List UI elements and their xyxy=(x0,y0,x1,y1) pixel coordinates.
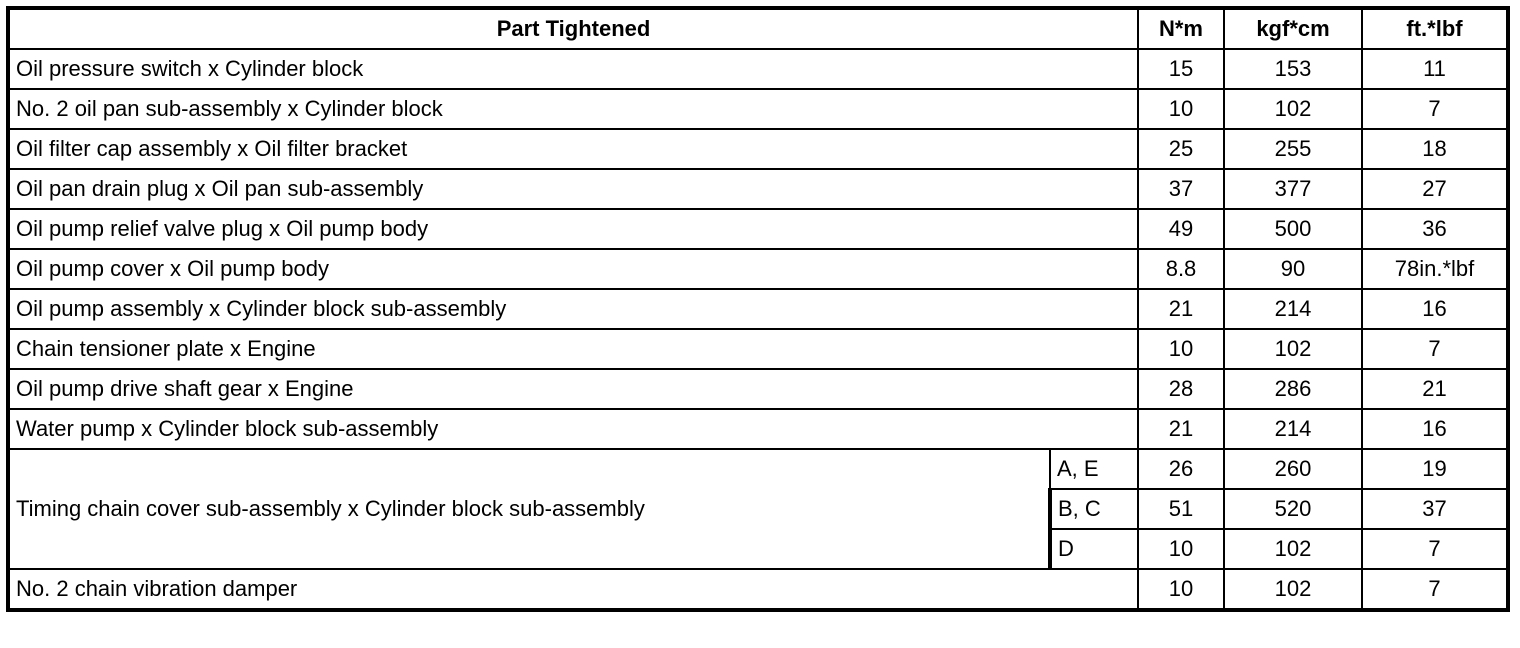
table-row xyxy=(8,129,1508,169)
part-cell: Oil pump cover x Oil pump body xyxy=(8,249,1138,289)
ftlbf-cell: 36 xyxy=(1362,209,1508,249)
part-cell: Chain tensioner plate x Engine xyxy=(8,329,1138,369)
part-cell: Oil pump drive shaft gear x Engine xyxy=(8,369,1138,409)
kgfcm-cell: 102 xyxy=(1224,89,1362,129)
table-row xyxy=(8,369,1508,409)
part-cell: No. 2 chain vibration damper xyxy=(8,569,1138,610)
header-kgfcm: kgf*cm xyxy=(1224,8,1362,49)
part-cell: Oil pump relief valve plug x Oil pump body xyxy=(8,209,1138,249)
part-cell: Oil pump assembly x Cylinder block sub-assembly xyxy=(8,289,1138,329)
nm-cell: 37 xyxy=(1138,169,1224,209)
kgfcm-cell: 214 xyxy=(1224,409,1362,449)
torque-spec-table xyxy=(6,6,1510,612)
table-row xyxy=(8,409,1508,449)
ftlbf-cell: 18 xyxy=(1362,129,1508,169)
table-row xyxy=(8,49,1508,89)
table-row xyxy=(8,169,1508,209)
nm-cell: 21 xyxy=(1138,289,1224,329)
nm-cell: 28 xyxy=(1138,369,1224,409)
ftlbf-cell: 37 xyxy=(1362,489,1508,529)
location-cell: A, E xyxy=(1050,449,1138,489)
ftlbf-cell: 19 xyxy=(1362,449,1508,489)
kgfcm-cell: 500 xyxy=(1224,209,1362,249)
part-cell-timing-chain: Timing chain cover sub-assembly x Cylinder block sub-assembly xyxy=(8,449,1050,569)
nm-cell: 21 xyxy=(1138,409,1224,449)
kgfcm-cell: 90 xyxy=(1224,249,1362,289)
ftlbf-cell: 78in.*lbf xyxy=(1362,249,1508,289)
kgfcm-cell: 255 xyxy=(1224,129,1362,169)
header-nm: N*m xyxy=(1138,8,1224,49)
kgfcm-cell: 520 xyxy=(1224,489,1362,529)
kgfcm-cell: 260 xyxy=(1224,449,1362,489)
kgfcm-cell: 102 xyxy=(1224,529,1362,569)
ftlbf-cell: 16 xyxy=(1362,289,1508,329)
ftlbf-cell: 7 xyxy=(1362,569,1508,610)
part-cell: Water pump x Cylinder block sub-assembly xyxy=(8,409,1138,449)
nm-cell: 51 xyxy=(1138,489,1224,529)
ftlbf-cell: 27 xyxy=(1362,169,1508,209)
table-row xyxy=(8,209,1508,249)
ftlbf-cell: 7 xyxy=(1362,89,1508,129)
nm-cell: 26 xyxy=(1138,449,1224,489)
nm-cell: 15 xyxy=(1138,49,1224,89)
part-cell: Oil pan drain plug x Oil pan sub-assembly xyxy=(8,169,1138,209)
table-header-row xyxy=(8,8,1508,49)
nm-cell: 8.8 xyxy=(1138,249,1224,289)
part-cell: Oil pressure switch x Cylinder block xyxy=(8,49,1138,89)
nm-cell: 10 xyxy=(1138,89,1224,129)
table-row xyxy=(8,329,1508,369)
part-cell: No. 2 oil pan sub-assembly x Cylinder block xyxy=(8,89,1138,129)
ftlbf-cell: 7 xyxy=(1362,529,1508,569)
kgfcm-cell: 102 xyxy=(1224,569,1362,610)
table-row-timing-chain-a-e xyxy=(8,449,1508,489)
kgfcm-cell: 102 xyxy=(1224,329,1362,369)
ftlbf-cell: 11 xyxy=(1362,49,1508,89)
location-cell: D xyxy=(1050,529,1138,569)
table-row xyxy=(8,289,1508,329)
ftlbf-cell: 16 xyxy=(1362,409,1508,449)
nm-cell: 10 xyxy=(1138,569,1224,610)
kgfcm-cell: 153 xyxy=(1224,49,1362,89)
nm-cell: 10 xyxy=(1138,329,1224,369)
kgfcm-cell: 214 xyxy=(1224,289,1362,329)
part-cell: Oil filter cap assembly x Oil filter bracket xyxy=(8,129,1138,169)
nm-cell: 49 xyxy=(1138,209,1224,249)
header-part-tightened: Part Tightened xyxy=(8,8,1138,49)
ftlbf-cell: 7 xyxy=(1362,329,1508,369)
table-row xyxy=(8,89,1508,129)
table-row xyxy=(8,249,1508,289)
ftlbf-cell: 21 xyxy=(1362,369,1508,409)
location-cell: B, C xyxy=(1050,489,1138,529)
kgfcm-cell: 377 xyxy=(1224,169,1362,209)
table-row xyxy=(8,569,1508,610)
kgfcm-cell: 286 xyxy=(1224,369,1362,409)
nm-cell: 10 xyxy=(1138,529,1224,569)
nm-cell: 25 xyxy=(1138,129,1224,169)
header-ftlbf: ft.*lbf xyxy=(1362,8,1508,49)
